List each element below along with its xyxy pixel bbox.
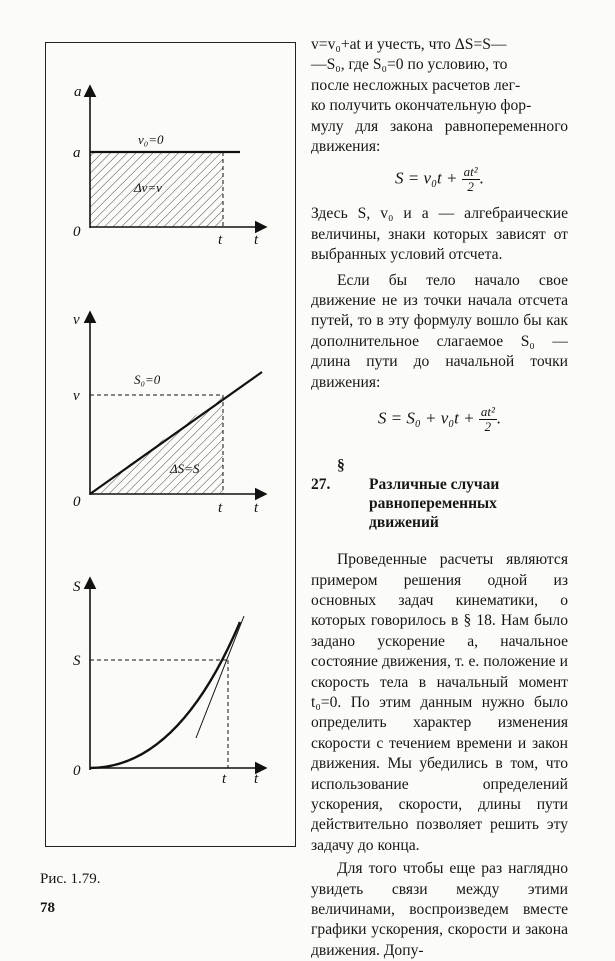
y-tick-label: a <box>73 145 81 161</box>
axis-y-label: S <box>73 579 81 595</box>
condition-label: S₀=0 <box>134 372 161 387</box>
page-number: 78 <box>40 900 55 916</box>
section-heading <box>311 456 568 532</box>
section-number: § 27. <box>311 457 345 494</box>
formula-2: S = S₀ + v₀t + $\frac{\text{at²}}{2}$ . <box>377 404 502 435</box>
y-tick-label: v <box>73 388 80 404</box>
axis-y-label: v <box>73 312 80 328</box>
parabola-curve <box>90 622 240 768</box>
figure-caption: Рис. 1.79. <box>40 871 101 887</box>
origin-label: 0 <box>73 224 81 240</box>
formula-1: S = v₀t + $\frac{\text{at²}}{2}$ . <box>395 164 484 195</box>
x-tick-label: t <box>218 232 223 248</box>
x-tick-label: t <box>222 771 227 787</box>
text-column <box>311 35 568 961</box>
axis-x-label: t <box>254 500 259 516</box>
paragraph-3: Если бы тело начало свое движение не из точки начала отсчета путей, то в эту формулу вошло бы как дополнительное слагаемое S₀ — длина пути до начальной точки движения: <box>311 271 568 391</box>
area-label: Δv=v <box>134 180 162 195</box>
graph-acceleration <box>73 84 266 248</box>
axis-x-label: t <box>254 771 259 787</box>
y-tick-label: S <box>73 653 81 669</box>
axis-x-label: t <box>254 232 259 248</box>
section-title: Различные случаи равнопеременных движений <box>369 476 500 532</box>
origin-label: 0 <box>73 494 81 510</box>
origin-label: 0 <box>73 763 81 779</box>
tangent-line <box>196 616 244 738</box>
paragraph-1: v=v₀+at и учесть, что ΔS=S— —S₀, где S₀=0 по условию, то после несложных расчетов лег- ко получить окончательную фор- мулу для закона равнопеременного движения: <box>311 36 568 156</box>
paragraph-4: Проведенные расчеты являются примером решения одной из основных задач кинематики, о которых говорилось в § 18. Нам было задано ускорение a, начальное состояние движения, т. е. положение и скорость тела в начальный момент t₀=0. По этим данным нужно было определить характер изменения скорости с течением времени и закон движения. Мы убедились в том, что использование определений ускорения, скорости, длины пути действительно позволяет решить эту задачу до конца. <box>311 551 568 854</box>
graph-path <box>73 578 266 787</box>
paragraph-2: Здесь S, v₀ и a — алгебраические величины, знаки которых зависят от выбранных условий отсчета. <box>311 205 568 264</box>
x-tick-label: t <box>218 500 223 516</box>
paragraph-5: Для того чтобы еще раз наглядно увидеть связи между этими величинами, воспроизведем вместе графики ускорения, скорости и закона движения. Допу- <box>311 860 568 959</box>
area-label: ΔS=S <box>170 461 200 476</box>
axis-y-label: a <box>74 84 82 100</box>
condition-label: v₀=0 <box>138 132 164 147</box>
graph-velocity <box>73 312 266 516</box>
